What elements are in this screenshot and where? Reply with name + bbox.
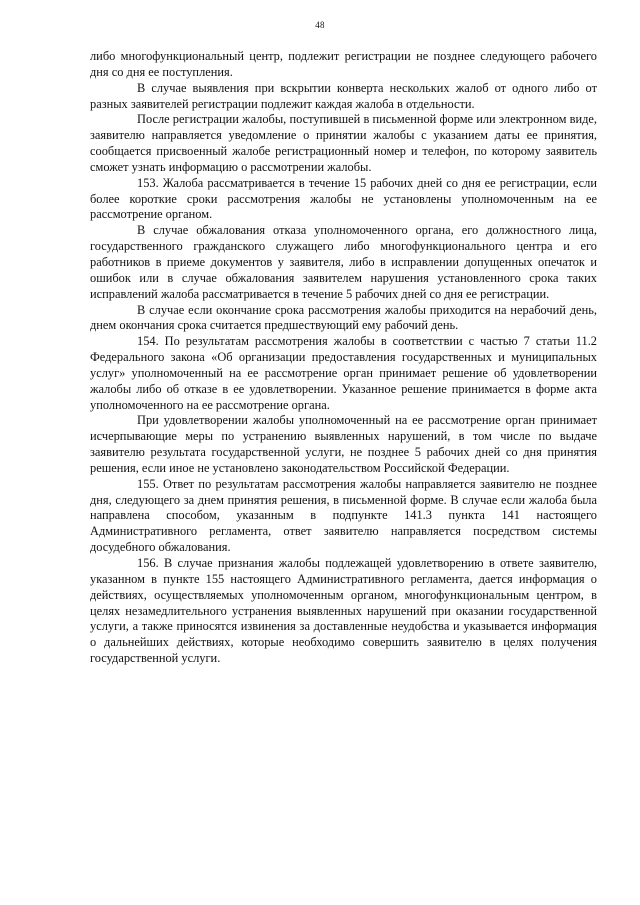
paragraph-153: 153. Жалоба рассматривается в течение 15 рабочих дней со дня ее регистрации, если более короткие сроки рассмотрения жалобы не установлены уполномоченным на ее рассмотрение органом. xyxy=(90,175,597,222)
page-number: 48 xyxy=(315,20,325,30)
document-body xyxy=(90,49,597,667)
paragraph-satisfaction-measures: При удовлетворении жалобы уполномоченный на ее рассмотрение орган принимает исчерпывающие меры по устранению выявленных нарушений, в том числе по выдаче заявителю результата государственной услуги, не позднее 5 рабочих дней со дня принятия решения, если иное не установлено законодательством Российской Федерации. xyxy=(90,413,597,475)
paragraph-registration-notice: После регистрации жалобы, поступившей в письменной форме или электронном виде, заявителю направляется уведомление о принятии жалобы с указанием даты ее принятия, сообщается присвоенный жалобе регистрационный номер и телефон, по которому заявитель сможет узнать информацию о рассмотрении жалобы. xyxy=(90,112,597,174)
paragraph-155: 155. Ответ по результатам рассмотрения жалобы направляется заявителю не позднее дня, следующего за днем принятия решения, в письменной форме. В случае если жалоба была направлена способом, указанным в подпункте 141.3 пункта 141 настоящего Административного регламента, ответ заявителю направляется посредством системы досудебного обжалования. xyxy=(90,476,597,555)
paragraph-nonworking-day: В случае если окончание срока рассмотрения жалобы приходится на нерабочий день, днем окончания срока считается предшествующий ему рабочий день. xyxy=(90,302,597,333)
paragraph-multiple-complaints: В случае выявления при вскрытии конверта нескольких жалоб от одного либо от разных заявителей регистрации подлежит каждая жалоба в отдельности. xyxy=(90,80,597,111)
paragraph-continuation: либо многофункциональный центр, подлежит регистрации не позднее следующего рабочего дня со дня ее поступления. xyxy=(90,49,597,79)
paragraph-154: 154. По результатам рассмотрения жалобы в соответствии с частью 7 статьи 11.2 Федерального закона «Об организации предоставления государственных и муниципальных услуг» уполномоченный на ее рассмотрение орган принимает решение об удовлетворении жалобы либо об отказе в ее удовлетворении. Указанное решение принимается в форме акта уполномоченного на ее рассмотрение органа. xyxy=(90,334,597,412)
paragraph-156: 156. В случае признания жалобы подлежащей удовлетворению в ответе заявителю, указанном в пункте 155 настоящего Административного регламента, дается информация о действиях, осуществляемых уполномоченным органом, многофункциональным центром, в целях незамедлительного устранения выявленных нарушений при оказании государственной услуги, а также приносятся извинения за доставленные неудобства и указывается информация о дальнейших действиях, которые необходимо совершить заявителю в целях получения государственной услуги. xyxy=(90,556,597,666)
paragraph-refusal-appeal: В случае обжалования отказа уполномоченного органа, его должностного лица, государственного гражданского служащего либо многофункционального центра и его работников в приеме документов у заявителя, либо в исправлении допущенных опечаток и ошибок или в случае обжалования заявителем нарушения установленного срока таких исправлений жалоба рассматривается в течение 5 рабочих дней со дня ее регистрации. xyxy=(90,223,597,301)
